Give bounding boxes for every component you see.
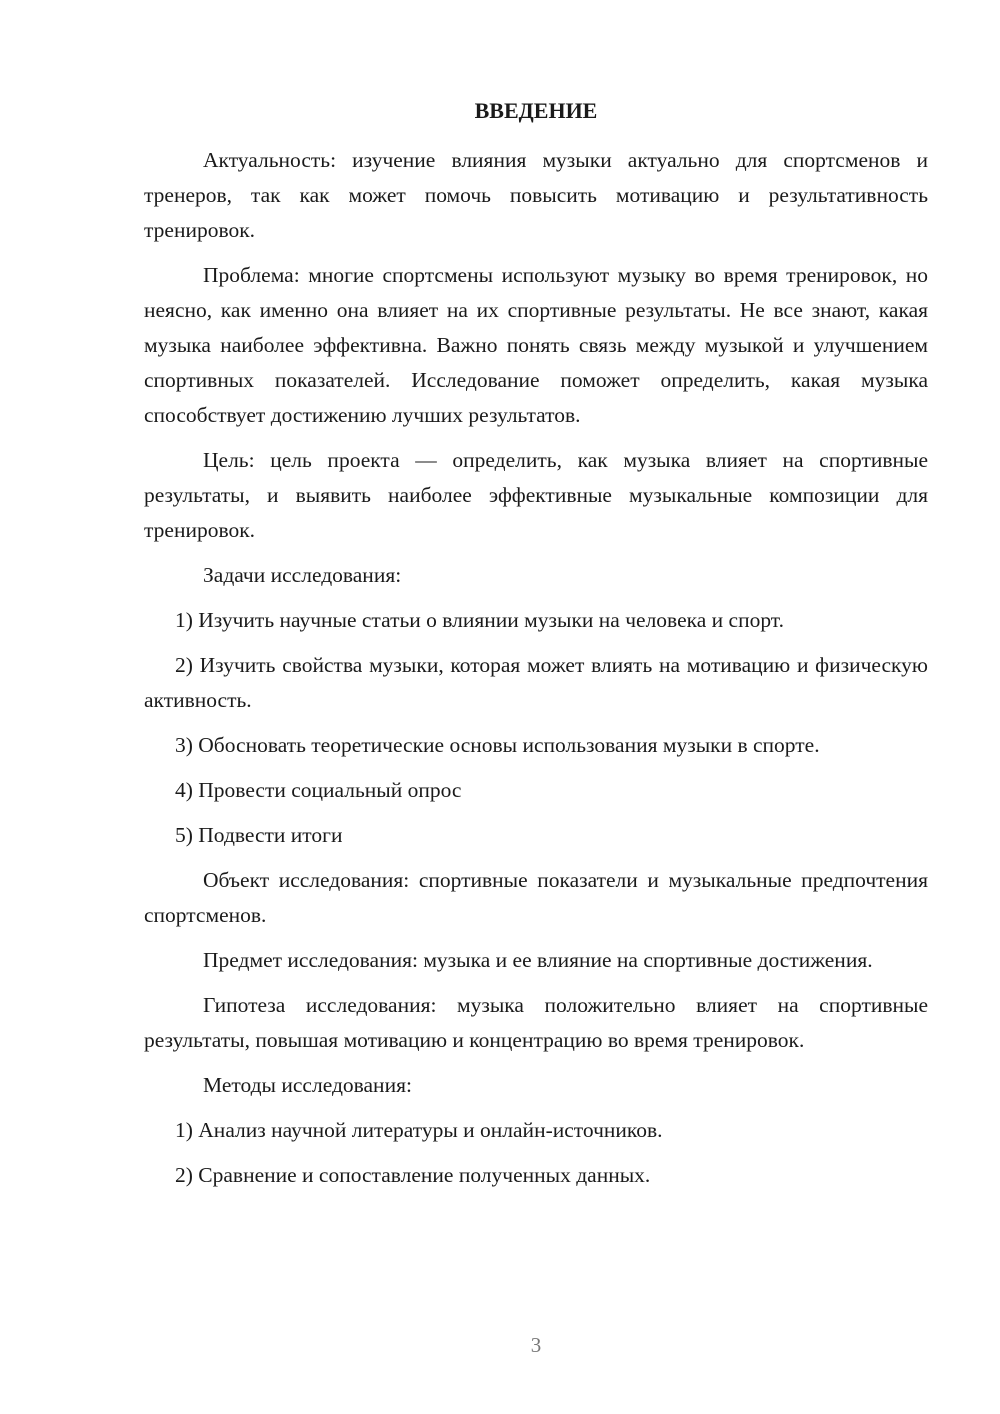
problem-paragraph: Проблема: многие спортсмены используют музыку во время тренировок, но неясно, как именно она влияет на их спортивные результаты. Не все знают, какая музыка наиболее эффективна. Важно понять связь между музыкой и улучшением спортивных показателей. Исследование поможет определить, какая музыка способствует достижению лучших результатов.	[144, 263, 928, 427]
subject-paragraph: Предмет исследования: музыка и ее влияние на спортивные достижения.	[203, 948, 873, 972]
methods-label: Методы исследования:	[203, 1073, 412, 1097]
page-number: 3	[530, 1333, 542, 1357]
task-item-1: 1) Изучить научные статьи о влиянии музыки на человека и спорт.	[175, 608, 784, 632]
method-item-2: 2) Сравнение и сопоставление полученных данных.	[175, 1163, 651, 1187]
method-item-1: 1) Анализ научной литературы и онлайн-источников.	[175, 1118, 663, 1142]
task-item-5: 5) Подвести итоги	[175, 823, 343, 847]
task-item-4: 4) Провести социальный опрос	[175, 778, 462, 802]
task-item-2: 2) Изучить свойства музыки, которая может влиять на мотивацию и физическую активность.	[144, 653, 928, 712]
task-item-3: 3) Обосновать теоретические основы использования музыки в спорте.	[175, 733, 820, 757]
relevance-paragraph: Актуальность: изучение влияния музыки актуально для спортсменов и тренеров, так как может помочь повысить мотивацию и результативность тренировок.	[144, 148, 928, 242]
document-page	[144, 96, 928, 1203]
object-paragraph: Объект исследования: спортивные показатели и музыкальные предпочтения спортсменов.	[144, 868, 928, 927]
section-title: ВВЕДЕНИЕ	[474, 98, 598, 123]
tasks-label: Задачи исследования:	[203, 563, 402, 587]
hypothesis-paragraph: Гипотеза исследования: музыка положительно влияет на спортивные результаты, повышая мотивацию и концентрацию во время тренировок.	[144, 993, 928, 1052]
goal-paragraph: Цель: цель проекта — определить, как музыка влияет на спортивные результаты, и выявить наиболее эффективные музыкальные композиции для тренировок.	[144, 448, 928, 542]
